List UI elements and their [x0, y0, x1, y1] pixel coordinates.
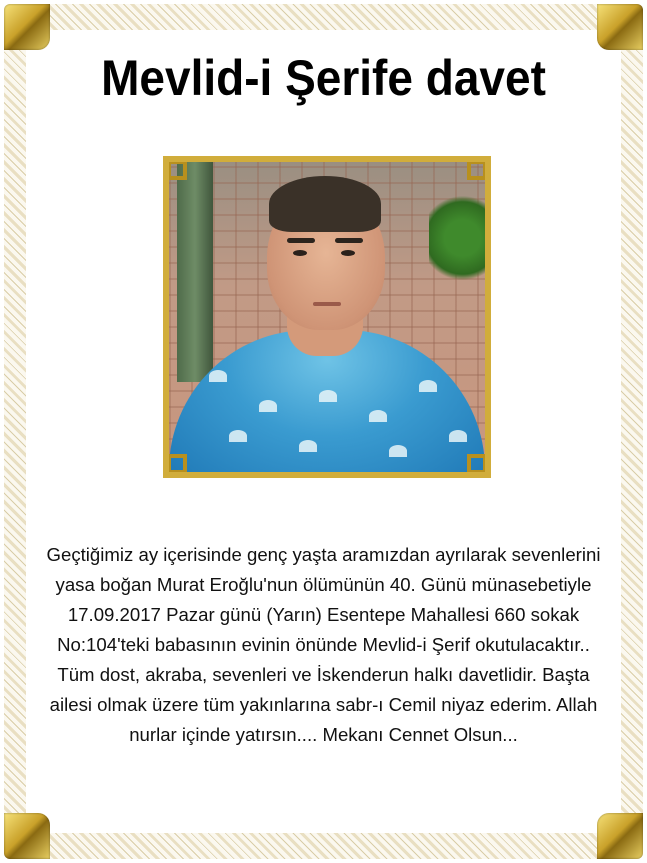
- border-rope-left: [4, 20, 26, 843]
- text-line: yasa boğan Murat Eroğlu'nun ölümünün 40. Günü münasebetiyle: [55, 574, 592, 595]
- border-rope-bottom: [20, 833, 627, 859]
- photo-hair: [269, 176, 381, 232]
- photo-mouth: [313, 302, 341, 306]
- gold-corner-top-right: [597, 4, 643, 50]
- gold-corner-bottom-left: [4, 813, 50, 859]
- page-title: Mevlid-i Şerife davet: [101, 50, 546, 106]
- text-line: Tüm dost, akraba, sevenleri ve İskenderun halkı davetlidir. Başta: [57, 664, 590, 685]
- text-line: nurlar içinde yatırsın.... Mekanı Cennet Olsun...: [129, 724, 518, 745]
- border-rope-right: [621, 20, 643, 843]
- portrait-photo: [163, 156, 491, 478]
- photo-pole: [177, 162, 213, 382]
- photo-bush: [429, 188, 485, 288]
- gold-corner-bottom-right: [597, 813, 643, 859]
- gold-corner-top-left: [4, 4, 50, 50]
- text-line: No:104'teki babasının evinin önünde Mevlid-i Şerif okutulacaktır..: [57, 634, 590, 655]
- text-line: 17.09.2017 Pazar günü (Yarın) Esentepe Mahallesi 660 sokak: [67, 604, 580, 625]
- text-line: Geçtiğimiz ay içerisinde genç yaşta aramızdan ayrılarak sevenlerini: [46, 544, 601, 565]
- text-line: ailesi olmak üzere tüm yakınlarına sabr-ı Cemil niyaz ederim. Allah: [49, 694, 598, 715]
- invitation-text: [40, 540, 607, 750]
- border-rope-top: [20, 4, 627, 30]
